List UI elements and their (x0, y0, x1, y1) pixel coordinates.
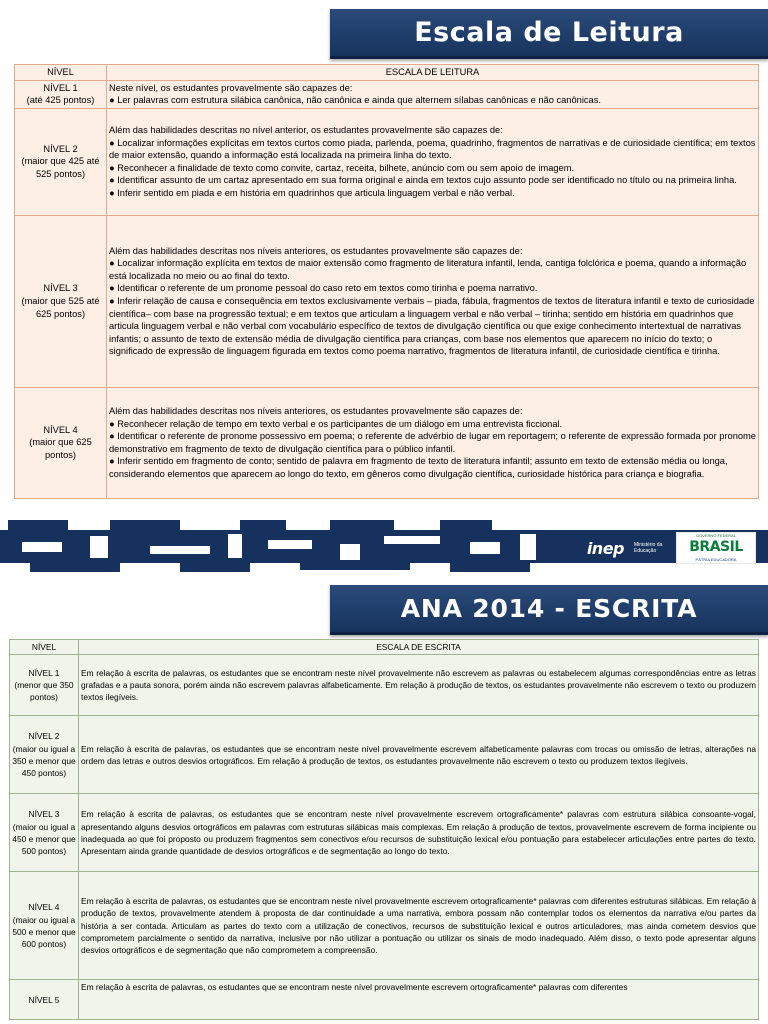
inep-logo: inep (586, 538, 624, 558)
table-header-row (10, 640, 759, 655)
level-range: (menor que 350 pontos) (14, 680, 74, 703)
stripe-block (180, 560, 250, 572)
stripe-gap (340, 544, 360, 560)
table-row (10, 655, 759, 716)
stripe-block (330, 520, 394, 532)
stripe-block (450, 560, 530, 572)
description-line: ● Localizar informação explícita em textos de maior extensão como fragmento de literatura infantil, lenda, cantiga folclórica e poema, quando a informação está localizada no meio ou ao final do texto. (109, 258, 747, 281)
level-cell (15, 215, 107, 387)
level-name: NÍVEL 3 (28, 809, 60, 820)
column-header-level: NÍVEL (15, 65, 107, 81)
level-range: (maior ou igual a 350 e menor que 450 pontos) (12, 743, 76, 778)
brasil-wordmark: BRASIL (689, 539, 743, 555)
table-row (10, 980, 759, 1020)
level-name: NÍVEL 3 (43, 283, 78, 294)
table-row (15, 80, 759, 108)
stripe-gap (520, 534, 536, 560)
stripe-block (240, 520, 286, 534)
level-cell (15, 80, 107, 108)
level-name: NÍVEL 1 (43, 82, 78, 93)
patria-educadora-text: PÁTRIA EDUCADORA (695, 557, 737, 562)
level-cell (10, 716, 79, 794)
level-range: (maior que 525 até 625 pontos) (21, 295, 100, 319)
column-header-scale: ESCALA DE LEITURA (107, 65, 759, 81)
stripe-gap (470, 542, 500, 554)
description-cell (107, 387, 759, 498)
stripe-gap (228, 534, 242, 558)
table-header-row (15, 65, 759, 81)
governo-federal-text: GOVERNO FEDERAL (695, 533, 736, 538)
description-line: ● Inferir sentido em fragmento de conto; sentido de palavra em fragmento de texto de literatura infantil; assunto em texto de extensão média ou longa, considerando elementos que aparecem ao longo do texto, em gêneros como divulgação científica, curiosidade histórica para criança e biografia. (109, 456, 728, 479)
description-line: Além das habilidades descritas nos níveis anteriores, os estudantes provavelmente são capazes de: (109, 245, 523, 256)
stripe-gap (22, 542, 62, 552)
stripe-block (300, 560, 410, 570)
column-header-level: NÍVEL (10, 640, 79, 655)
stripe-gap (90, 536, 108, 558)
description-cell: Em relação à escrita de palavras, os estudantes que se encontram neste nível provavelmente escrevem ortograficamente* palavras com diferentes (79, 980, 759, 1020)
decorative-stripe (0, 520, 768, 572)
level-cell (10, 655, 79, 716)
level-name: NÍVEL 4 (28, 902, 60, 913)
reading-scale-banner (330, 9, 768, 59)
stripe-gap (384, 536, 440, 544)
description-line: Além das habilidades descritas no nível anterior, os estudantes provavelmente são capazes de: (109, 125, 503, 135)
table-row (10, 716, 759, 794)
level-range: (maior ou igual a 450 e menor que 500 pontos) (12, 821, 76, 856)
ministerio-logo: Ministério da Educação (634, 542, 663, 554)
level-name: NÍVEL 4 (43, 424, 78, 435)
reading-scale-table (14, 64, 759, 499)
stripe-block (440, 520, 492, 534)
writing-scale-table (9, 639, 759, 1020)
description-cell (107, 80, 759, 108)
description-line: ● Inferir sentido em piada e em história em quadrinhos que articula linguagem verbal e não verbal. (109, 187, 515, 198)
description-line: ● Ler palavras com estrutura silábica canônica, não canônica e ainda que alternem sílabas canônicas e não canônicas. (109, 95, 601, 106)
writing-scale-banner (330, 585, 768, 635)
description-cell: Em relação à escrita de palavras, os estudantes que se encontram neste nível provavelmente escrevem ortograficamente* palavras com estrutura silábica consoante-vogal, apresentando alguns desvios ortográficos em palavras com estruturas silábicas mais complexas. Em relação à produção de textos, provavelmente escrevem de forma incipiente ou inadequada ao que foi proposto ou produzem fragmentos sem conectivos e/ou recursos de substituição lexical e/ou pontuação para estabelecer articulações entre partes do texto. Apresentam ainda grande quantidade de desvios ortográficos e de segmentação ao longo do texto. (79, 794, 759, 872)
description-cell: Em relação à escrita de palavras, os estudantes que se encontram neste nível provavelmente escrevem alfabeticamente palavras com trocas ou omissão de letras, alterações na ordem das letras e outros desvios ortográficos. Em relação à produção de textos, os estudantes provavelmente não escrevem o texto ou produzem textos ilegíveis. (79, 716, 759, 794)
level-cell (10, 872, 79, 980)
table-row (15, 387, 759, 498)
stripe-block (8, 520, 68, 534)
level-range: (maior que 625 pontos) (29, 437, 92, 461)
stripe-block (30, 560, 120, 572)
description-cell: Em relação à escrita de palavras, os estudantes que se encontram neste nível provavelmente escrevem ortograficamente* palavras com diferentes estruturas silábicas. Em relação à produção de textos, provavelmente atendem à proposta de dar continuidade a uma narrativa, embora possam não contemplar todos os elementos da narrativa e/ou partes da história a ser contada. Articulam as partes do texto com a utilização de conectivos, recursos de substituição lexical e outros articuladores, mas ainda cometem desvios que comprometem parcialmente o sentido da narrativa, inclusive por não utilizar a pontuação ou utilizar os sinais de modo inadequado. Além disso, o texto pode apresentar alguns desvios ortográficos e de segmentação que não comprometem a compreensão. (79, 872, 759, 980)
description-line: ● Inferir relação de causa e consequência em textos exclusivamente verbais – piada, fábula, fragmentos de textos de literatura infantil e texto de curiosidade científica– com base na progressão textual; e em textos que articulam a linguagem verbal e não verbal – tirinha; sentido em história em quadrinhos que articula linguagem verbal e não verbal com vocabulário específico de textos de divulgação científica ou que exige conhecimento intertextual de narrativas infantis; o assunto de texto de extensão média de divulgação científica para crianças, com base nos elementos que aparecem no início do texto; o significado de expressão de linguagem figurada em textos como poema narrativo, fragmentos de literatura infantil, de curiosidade científica e tirinha. (109, 295, 755, 357)
level-name: NÍVEL 2 (28, 731, 60, 742)
level-cell (15, 108, 107, 215)
description-cell (107, 215, 759, 387)
brasil-logo (676, 532, 756, 564)
reading-scale-title: Escala de Leitura (414, 17, 684, 48)
description-cell (107, 108, 759, 215)
description-line: ● Identificar o referente de pronome possessivo em poema; o referente de advérbio de lugar em reportagem; o referente de expressão formada por pronome demonstrativo em fragmento de texto de divulgação científica para o público infantil. (109, 431, 756, 454)
table-row (15, 215, 759, 387)
table-row (10, 872, 759, 980)
description-cell: Em relação à escrita de palavras, os estudantes que se encontram neste nível provavelmente não escrevem as palavras ou estabelecem algumas correspondências entre as letras grafadas e a pauta sonora, porém ainda não escrevem palavras alfabeticamente. Em relação à produção de textos, os estudantes provavelmente não escrevem o texto ou produzem textos ilegíveis. (79, 655, 759, 716)
table-row (10, 794, 759, 872)
description-line: ● Reconhecer relação de tempo em texto verbal e os participantes de um diálogo em uma entrevista ficcional. (109, 418, 563, 429)
stripe-block (110, 520, 180, 532)
description-line: Além das habilidades descritas nos níveis anteriores, os estudantes provavelmente são capazes de: (109, 406, 523, 416)
level-range: (até 425 pontos) (26, 95, 95, 106)
description-line: ● Identificar o referente de um pronome pessoal do caso reto em textos como tirinha e poema narrativo. (109, 283, 538, 294)
stripe-gap (150, 546, 210, 554)
level-name: NÍVEL 5 (28, 994, 60, 1005)
level-range: (maior que 425 até 525 pontos) (21, 156, 100, 180)
description-line: Neste nível, os estudantes provavelmente são capazes de: (109, 82, 353, 93)
level-cell (10, 794, 79, 872)
logo-group (587, 530, 756, 566)
level-range: (maior ou igual a 500 e menor que 600 pontos) (12, 914, 76, 949)
description-line: ● Localizar informações explícitas em textos curtos como piada, parlenda, poema, quadrinho, fragmentos de narrativas e de curiosidade científica; em textos de maior extensão, quando a informação está localizada na primeira linha do texto. (109, 137, 756, 161)
level-cell (15, 387, 107, 498)
description-line: ● Identificar assunto de um cartaz apresentado em sua forma original e ainda em textos cujo assunto pode ser identificado no título ou na primeira linha. (109, 175, 737, 186)
column-header-scale: ESCALA DE ESCRITA (79, 640, 759, 655)
level-name: NÍVEL 1 (28, 667, 60, 678)
table-row (15, 108, 759, 215)
level-cell (10, 980, 79, 1020)
stripe-gap (268, 540, 312, 549)
level-name: NÍVEL 2 (43, 143, 78, 154)
writing-scale-title: ANA 2014 - ESCRITA (400, 594, 698, 623)
description-line: ● Reconhecer a finalidade de texto como convite, cartaz, receita, bilhete, anúncio com ou sem apoio de imagem. (109, 162, 575, 173)
